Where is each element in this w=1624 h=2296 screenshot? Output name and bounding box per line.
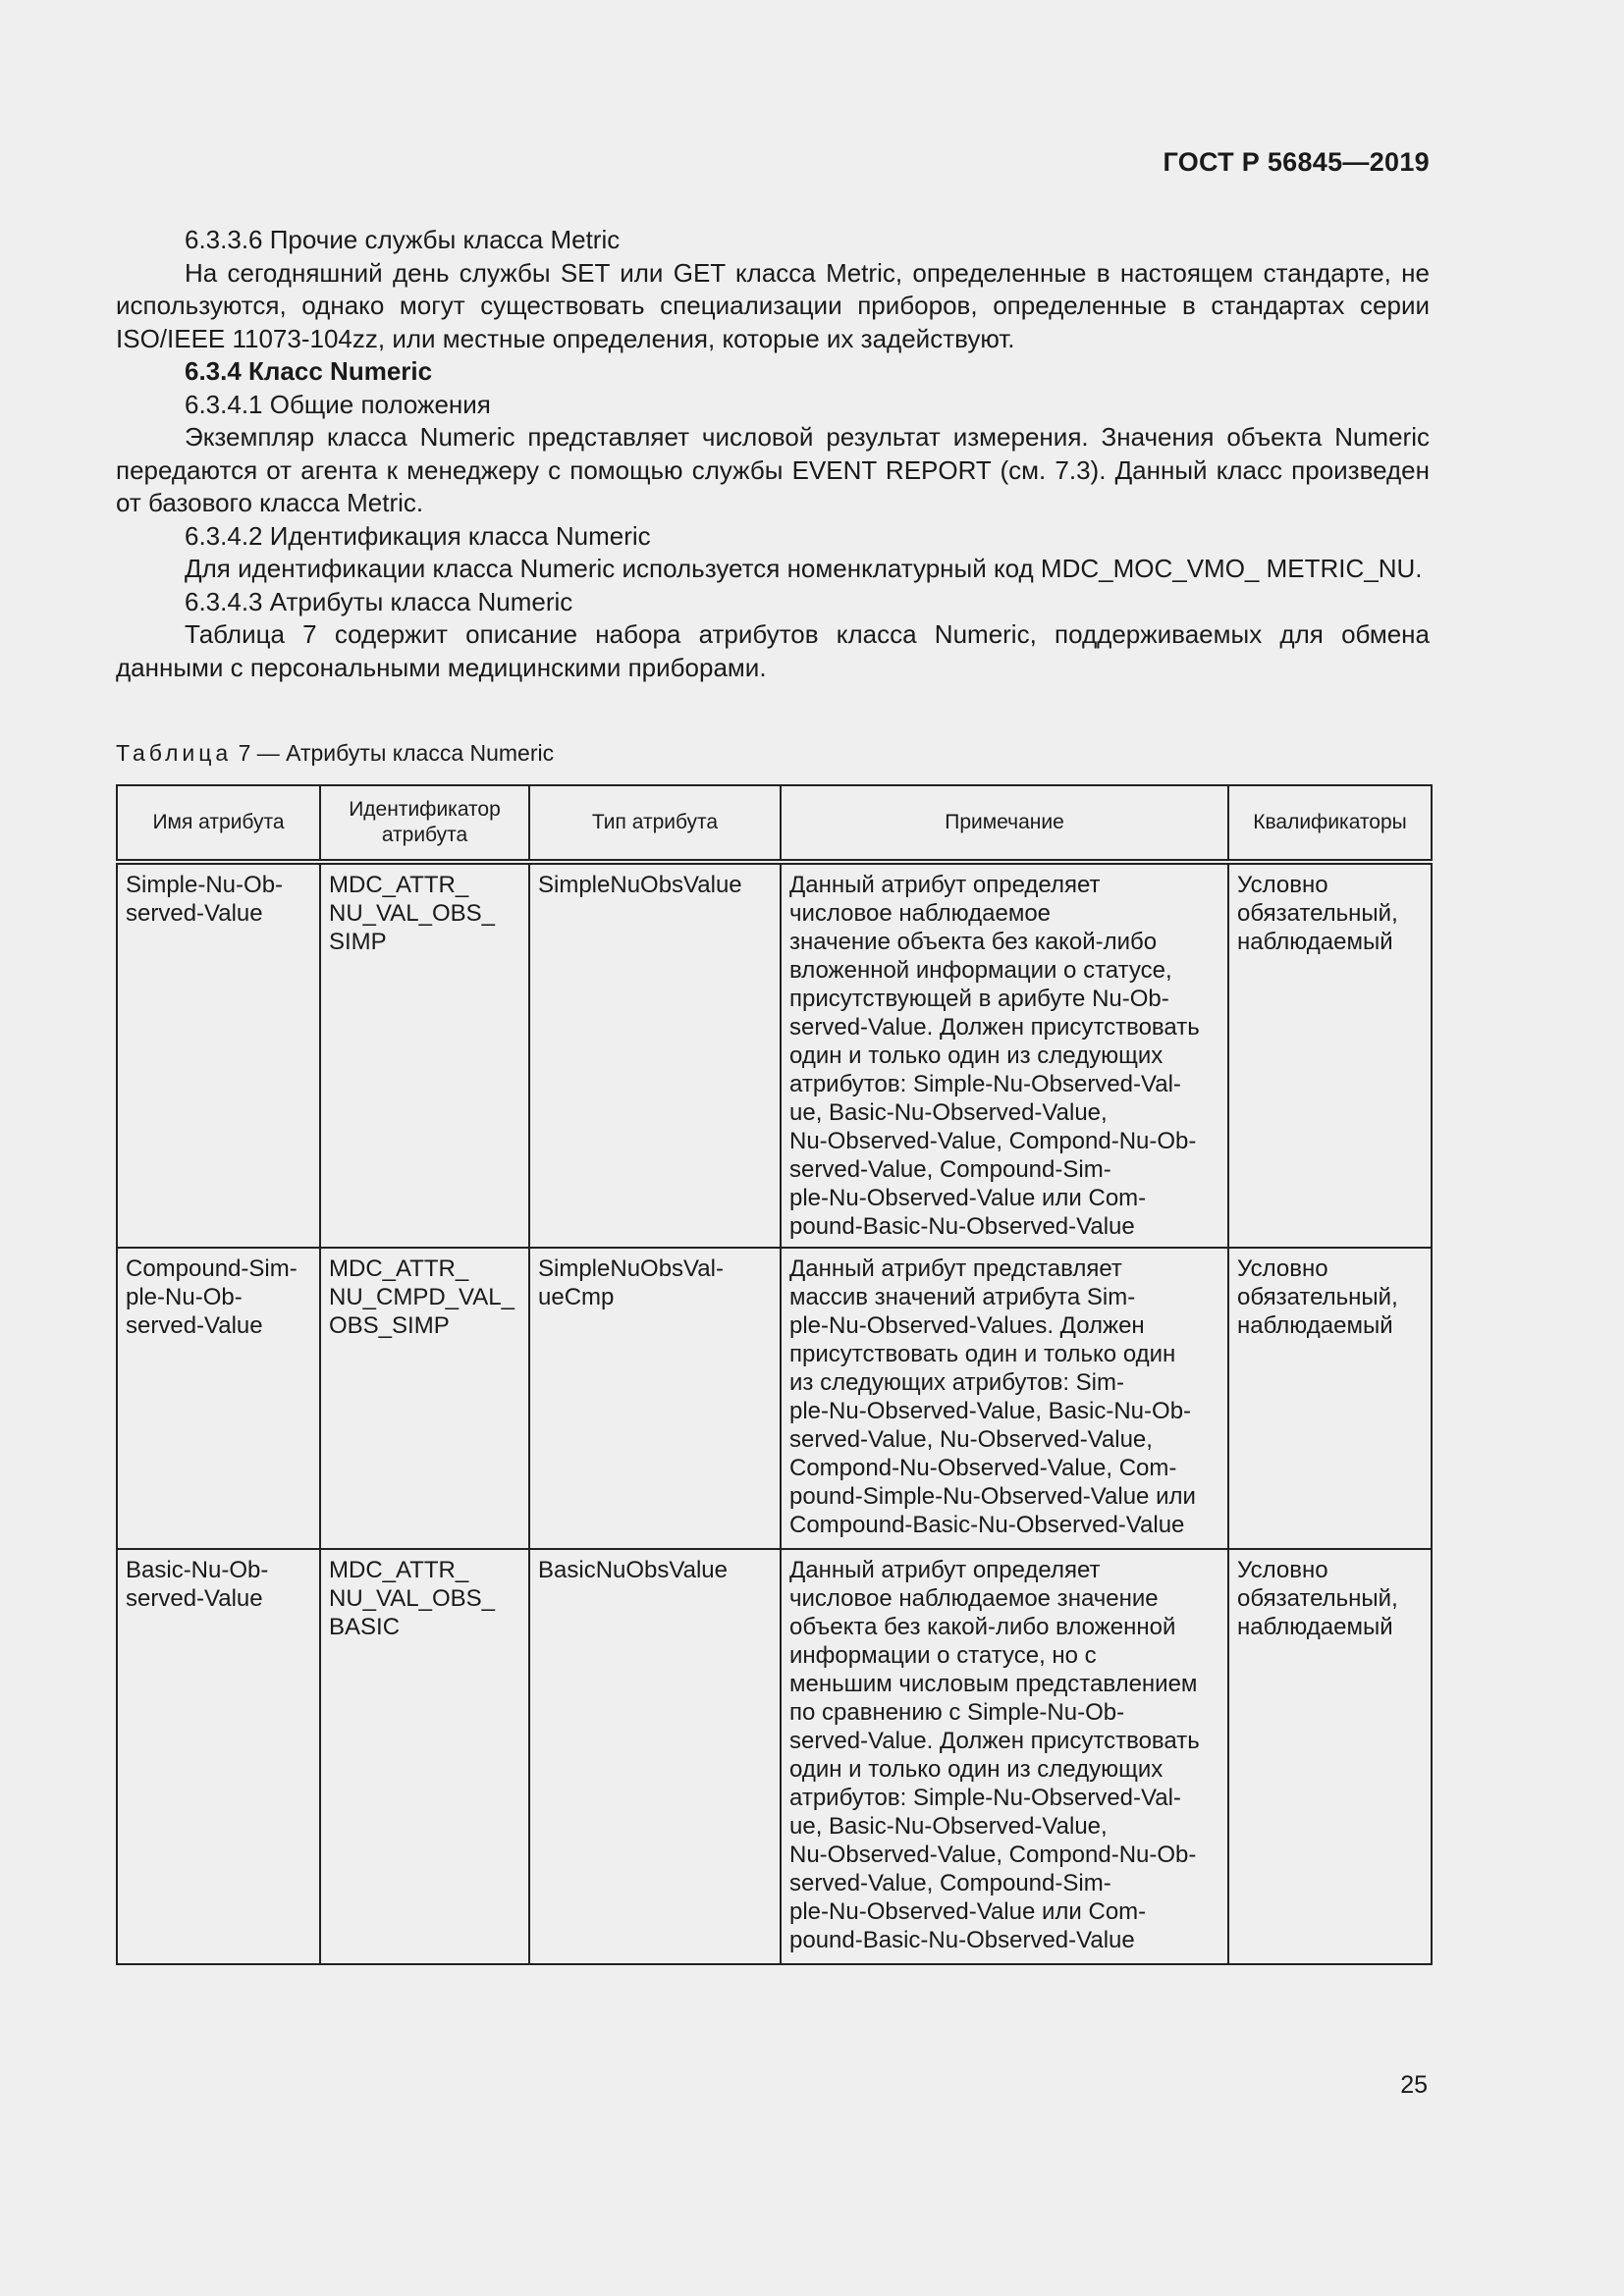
cell-attribute-id: MDC_ATTR_ NU_CMPD_VAL_ OBS_SIMP [320,1248,529,1549]
document-header: ГОСТ Р 56845—2019 [1163,147,1430,177]
page-number: 25 [1400,2071,1428,2099]
cell-qualifiers: Условно обязательный, наблюдаемый [1228,862,1432,1248]
body-text [116,224,1430,684]
table-row [117,1549,1432,1964]
cell-attribute-name: Compound-Sim- ple-Nu-Ob- served-Value [117,1248,320,1549]
paragraph: Экземпляр класса Numeric представляет числовой результат измерения. Значения объекта Numeric передаются от агента к менеджеру с помощью службы EVENT REPORT (см. 7.3). Данный класс произведен от базового класса Metric. [116,422,1430,517]
section-heading-6-3-3-6: 6.3.3.6 Прочие службы класса Metric [185,225,621,254]
section-heading-6-3-4: 6.3.4 Класс Numeric [185,356,433,386]
cell-note: Данный атрибут представляет массив значений атрибута Sim- ple-Nu-Observed-Values. Должен присутствовать один и только один из следующих атрибутов: Sim- ple-Nu-Observed-Value, Basic-Nu-Ob- served-Value, Nu-Observed-Value, Compond-Nu-Observed-Value, Com- pound-Simple-Nu-Observed-Value или Compound-Basic-Nu-Observed-Value [781,1248,1228,1549]
cell-attribute-id: MDC_ATTR_ NU_VAL_OBS_ BASIC [320,1549,529,1964]
cell-qualifiers: Условно обязательный, наблюдаемый [1228,1248,1432,1549]
column-header-id: Идентификатор атрибута [320,785,529,862]
table-caption-label: Таблица [116,740,233,766]
column-header-type: Тип атрибута [529,785,781,862]
cell-attribute-id: MDC_ATTR_ NU_VAL_OBS_ SIMP [320,862,529,1248]
column-header-name: Имя атрибута [117,785,320,862]
section-heading-6-3-4-1: 6.3.4.1 Общие положения [185,389,491,419]
column-header-note: Примечание [781,785,1228,862]
table-header-row [117,785,1432,862]
table-caption-title: 7 — Атрибуты класса Numeric [232,740,555,766]
table-row [117,1248,1432,1549]
cell-note: Данный атрибут определяет числовое наблюдаемое значение объекта без какой-либо вложенной информации о статусе, присутствующей в арибуте Nu-Ob- served-Value. Должен присутствовать один и только один из следующих атрибутов: Simple-Nu-Observed-Val- ue, Basic-Nu-Observed-Value, Nu-Observed-Value, Compond-Nu-Ob- served-Value, Compound-Sim- ple-Nu-Observed-Value или Com- pound-Basic-Nu-Observed-Value [781,862,1228,1248]
cell-attribute-type: SimpleNuObsVal- ueCmp [529,1248,781,1549]
paragraph: На сегодняшний день службы SET или GET класса Metric, определенные в настоящем стандарте, не используются, однако могут существовать специализации приборов, определенные в стандартах серии ISO/IEEE 11073-104zz, или местные определения, которые их задействуют. [116,257,1430,353]
cell-attribute-name: Basic-Nu-Ob- served-Value [117,1549,320,1964]
cell-qualifiers: Условно обязательный, наблюдаемый [1228,1549,1432,1964]
cell-attribute-name: Simple-Nu-Ob- served-Value [117,862,320,1248]
attributes-table [116,784,1433,1965]
table-caption [116,738,554,768]
paragraph: Таблица 7 содержит описание набора атрибутов класса Numeric, поддерживаемых для обмена данными с персональными медицинскими приборами. [116,619,1430,682]
cell-note: Данный атрибут определяет числовое наблюдаемое значение объекта без какой-либо вложенной информации о статусе, но с меньшим числовым представлением по сравнению с Simple-Nu-Ob- served-Value. Должен присутствовать один и только один из следующих атрибутов: Simple-Nu-Observed-Val- ue, Basic-Nu-Observed-Value, Nu-Observed-Value, Compond-Nu-Ob- served-Value, Compound-Sim- ple-Nu-Observed-Value или Com- pound-Basic-Nu-Observed-Value [781,1549,1228,1964]
cell-attribute-type: BasicNuObsValue [529,1549,781,1964]
paragraph: Для идентификации класса Numeric используется номенклатурный код MDC_MOC_VMO_ METRIC_NU. [185,554,1423,583]
section-heading-6-3-4-3: 6.3.4.3 Атрибуты класса Numeric [185,586,573,616]
table-row [117,862,1432,1248]
section-heading-6-3-4-2: 6.3.4.2 Идентификация класса Numeric [185,520,651,551]
column-header-qualifiers: Квалификаторы [1228,785,1432,862]
cell-attribute-type: SimpleNuObsValue [529,862,781,1248]
